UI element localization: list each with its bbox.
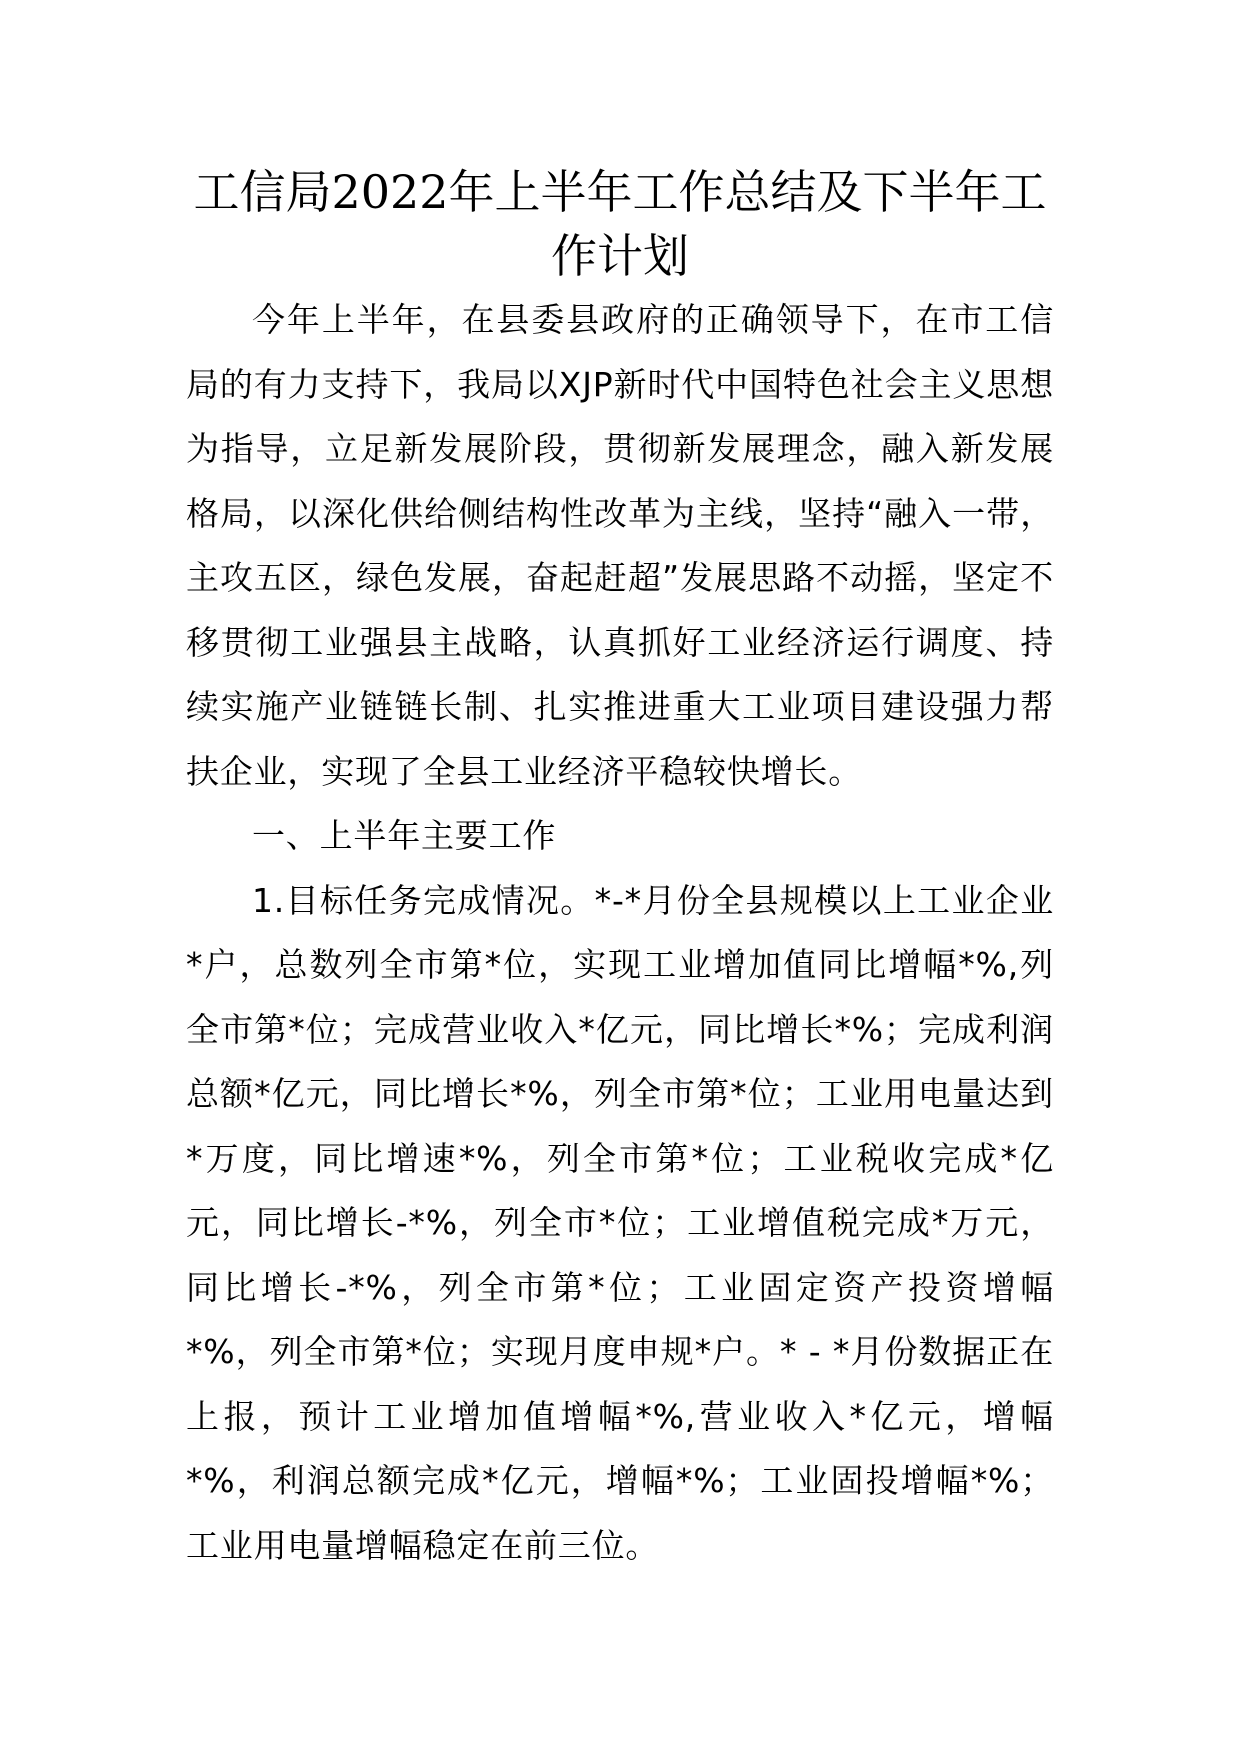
document-title: 工信局2022年上半年工作总结及下半年工作计划 xyxy=(193,165,1047,283)
target-tasks-paragraph: 1.目标任务完成情况。*-*月份全县规模以上工业企业*户，总数列全市第*位，实现工业增加值同比增幅*%,列全市第*位；完成营业收入*亿元，同比增长*%；完成利润总额*亿元，同比增长*%，列全市第*位；工业用电量达到*万度，同比增速*%，列全市第*位；工业税收完成*亿元，同比增长-*%，列全市*位；工业增值税完成*万元，同比增长-*%，列全市第*位；工业固定资产投资增幅*%，列全市第*位；实现月度申规*户。* - *月份数据正在上报，预计工业增加值增幅*%,营业收入*亿元，增幅*%，利润总额完成*亿元，增幅*%；工业固投增幅*%；工业用电量增幅稳定在前三位。 xyxy=(186,880,1054,1565)
section-heading: 一、上半年主要工作 xyxy=(252,816,557,855)
intro-paragraph: 今年上半年，在县委县政府的正确领导下，在市工信局的有力支持下，我局以XJP新时代中国特色社会主义思想为指导，立足新发展阶段，贯彻新发展理念，融入新发展格局，以深化供给侧结构性改革为主线，坚持“融入一带，主攻五区，绿色发展，奋起赶超”发展思路不动摇，坚定不移贯彻工业强县主战略，认真抓好工业经济运行调度、持续实施产业链链长制、扎实推进重大工业项目建设强力帮扶企业，实现了全县工业经济平稳较快增长。 xyxy=(186,300,1054,791)
